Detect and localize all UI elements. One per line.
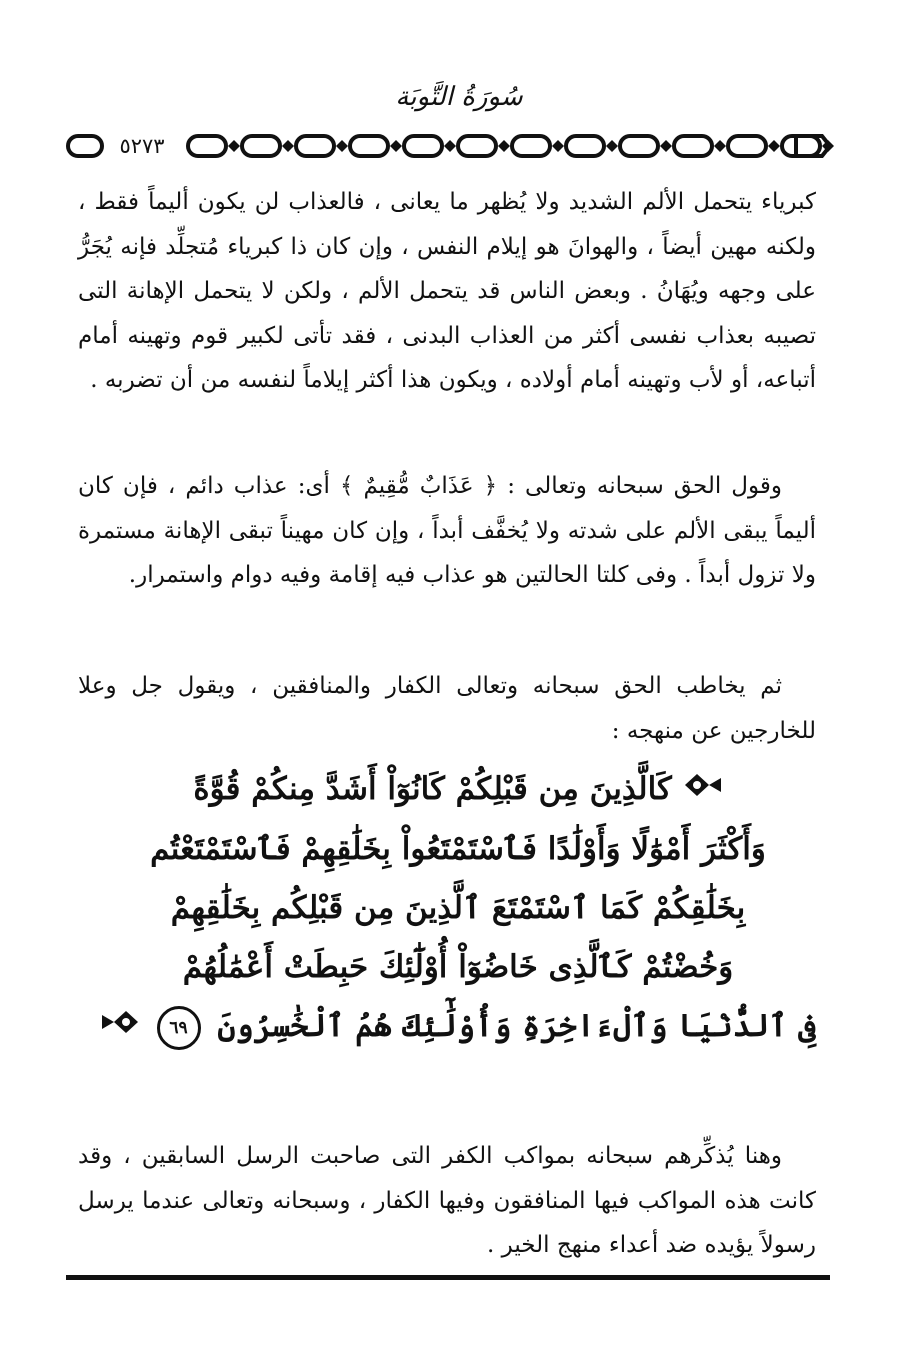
paragraph-2 (78, 464, 816, 598)
band-chain-link (296, 136, 334, 156)
band-chain-link (242, 136, 280, 156)
band-chain-link (188, 136, 226, 156)
band-diamond (768, 140, 780, 152)
verse-line-5-text: فِى ٱلدُّنْيَا وَٱلْءَاخِرَةِ وَأُوْلَٰٓئِكَ هُمُ ٱلْخَٰسِرُونَ (217, 1008, 817, 1044)
band-end-cap (68, 136, 102, 156)
band-chain-link (512, 136, 550, 156)
verse-line-1 (98, 760, 818, 820)
band-diamond (714, 140, 726, 152)
footer-rule (66, 1275, 830, 1280)
band-diamond (282, 140, 294, 152)
paragraph-3-text: ثم يخاطب الحق سبحانه وتعالى الكفار والمنافقين ، ويقول جل وعلا للخارجين عن منهجه : (78, 673, 816, 744)
verse-close-ornament-icon (100, 998, 140, 1057)
paragraph-4 (78, 1134, 816, 1268)
band-chain-link (458, 136, 496, 156)
paragraph-2-text: وقول الحق سبحانه وتعالى : ﴿ عَذَابٌ مُّقِيمٌ ﴾ أى: عذاب دائم ، فإن كان أليماً يبقى الألم على شدته ولا يُخفَّف أبداً ، وإن كان مهيناً تبقى الإهانة مستمرة ولا تزول أبداً . وفى كلتا الحالتين هو عذاب فيه إقامة وفيه دوام واستمرار. (78, 473, 816, 589)
verse-line-4: وَخُضْتُمْ كَٱلَّذِى خَاضُوٓاْ أُوْلَٰٓئِكَ حَبِطَتْ أَعْمَٰلُهُمْ (182, 949, 734, 985)
verse-number-badge: ٦٩ (157, 1006, 201, 1050)
verse-open-ornament-icon (683, 761, 723, 820)
band-diamond (498, 140, 510, 152)
band-chain-link (566, 136, 604, 156)
verse-line-5 (98, 997, 818, 1057)
band-chain-link (350, 136, 388, 156)
band-diamond (336, 140, 348, 152)
band-diamond (606, 140, 618, 152)
band-chain-link (782, 136, 820, 156)
band-diamond (660, 140, 672, 152)
band-diamond (390, 140, 402, 152)
paragraph-1 (78, 180, 816, 403)
paragraph-1-text: كبرياء يتحمل الألم الشديد ولا يُظهر ما يعانى ، فالعذاب لن يكون أليماً فقط ، ولكنه مهين أيضاً ، والهوانَ هو إيلام النفس ، وإن كان ذا كبرياء مُتجلِّد فإنه يُجَرُّ على وجهه ويُهَانُ . وبعض الناس قد يتحمل الألم ، ولكن لا يتحمل الإهانة التى تصيبه بعذاب نفسى أكثر من العذاب البدنى ، فقد تأتى لكبير قوم وتهينه أمام أتباعه، أو لأب وتهينه أمام أولاده ، ويكون هذا أكثر إيلاماً لنفسه من أن تضربه . (78, 189, 816, 394)
surah-title: سُورَةُ التَّوبَة (395, 82, 523, 112)
paragraph-3 (78, 664, 816, 753)
band-chain-link (620, 136, 658, 156)
quran-verse-block (98, 760, 818, 1057)
paragraph-4-text: وهنا يُذكِّرهم سبحانه بمواكب الكفر التى صاحبت الرسل السابقين ، وقد كانت هذه المواكب فيها المنافقون وفيها الكفار ، وسبحانه وتعالى عندما يرسل رسولاً يؤيده ضد أعداء منهج الخير . (78, 1143, 816, 1259)
page-number: ٥٢٧٣ (106, 128, 178, 164)
band-chain-link (404, 136, 442, 156)
band-diamond (228, 140, 240, 152)
verse-line-2: وَأَكْثَرَ أَمْوَٰلًا وَأَوْلَٰدًا فَٱسْتَمْتَعُواْ بِخَلَٰقِهِمْ فَٱسْتَمْتَعْتُم (150, 831, 766, 867)
band-chain-link (674, 136, 712, 156)
band-diamond (444, 140, 456, 152)
verse-line-3: بِخَلَٰقِكُمْ كَمَا ٱسْتَمْتَعَ ٱلَّذِينَ مِن قَبْلِكُم بِخَلَٰقِهِمْ (170, 890, 746, 926)
band-diamond (552, 140, 564, 152)
band-chain-link (728, 136, 766, 156)
verse-line-1-text: كَالَّذِينَ مِن قَبْلِكُمْ كَانُوٓاْ أَشَدَّ مِنكُمْ قُوَّةً (193, 771, 672, 807)
ornamental-header-band (66, 128, 834, 164)
